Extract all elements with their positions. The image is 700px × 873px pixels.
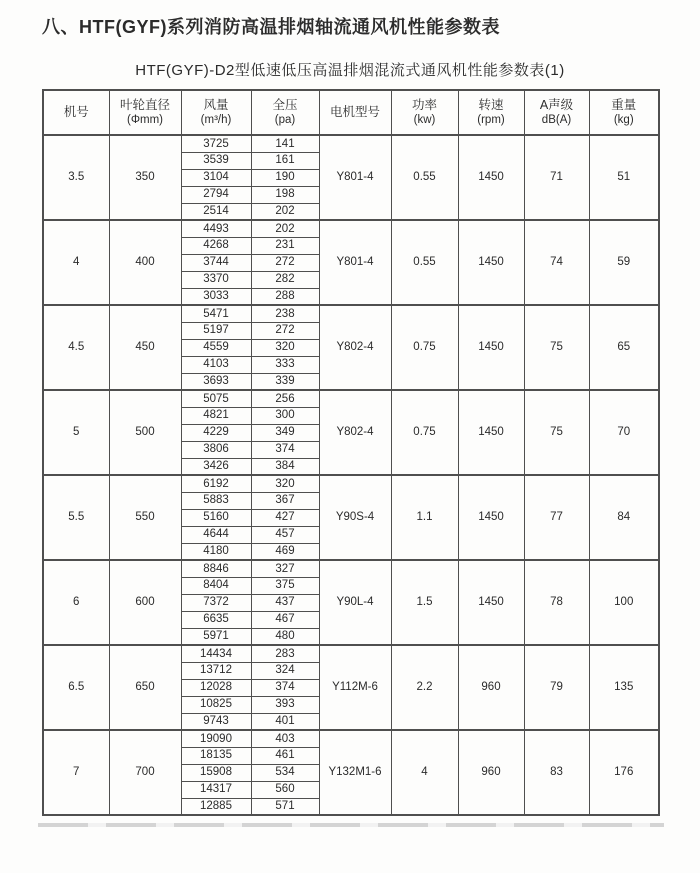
- pressure-cell: 231: [251, 237, 319, 254]
- speed-cell: 960: [458, 645, 524, 730]
- pressure-cell: 300: [251, 407, 319, 424]
- motor-cell: Y801-4: [319, 135, 391, 220]
- flow-cell: 4821: [181, 407, 251, 424]
- column-header-unit: (kg): [613, 114, 634, 127]
- noise-cell: 83: [524, 730, 589, 815]
- noise-cell: 75: [524, 390, 589, 475]
- column-header-unit: (kw): [413, 114, 436, 127]
- weight-cell: 51: [589, 135, 659, 220]
- diameter-cell: 700: [109, 730, 181, 815]
- flow-cell: 3539: [181, 152, 251, 169]
- diameter-cell: 400: [109, 220, 181, 305]
- motor-cell: Y112M-6: [319, 645, 391, 730]
- pressure-cell: 141: [251, 135, 319, 152]
- header-row: [43, 90, 659, 135]
- model-cell: 7: [43, 730, 109, 815]
- column-header-unit: (Φmm): [127, 114, 163, 127]
- pressure-cell: 374: [251, 441, 319, 458]
- column-header-unit: (pa): [274, 114, 296, 127]
- pressure-cell: 393: [251, 696, 319, 713]
- flow-cell: 4103: [181, 356, 251, 373]
- flow-cell: 14434: [181, 645, 251, 662]
- pressure-cell: 256: [251, 390, 319, 407]
- pressure-cell: 384: [251, 458, 319, 475]
- power-cell: 1.1: [391, 475, 458, 560]
- power-cell: 0.55: [391, 135, 458, 220]
- flow-cell: 10825: [181, 696, 251, 713]
- pressure-cell: 480: [251, 628, 319, 645]
- pressure-cell: 238: [251, 305, 319, 322]
- fan-spec-table: [42, 89, 660, 816]
- flow-cell: 6192: [181, 475, 251, 492]
- pressure-cell: 283: [251, 645, 319, 662]
- table-header: [43, 90, 659, 135]
- pressure-cell: 374: [251, 679, 319, 696]
- table-row: [43, 220, 659, 237]
- flow-cell: 3033: [181, 288, 251, 305]
- noise-cell: 71: [524, 135, 589, 220]
- model-cell: 4: [43, 220, 109, 305]
- noise-cell: 74: [524, 220, 589, 305]
- pressure-cell: 534: [251, 764, 319, 781]
- flow-cell: 5883: [181, 492, 251, 509]
- pressure-cell: 190: [251, 169, 319, 186]
- table-row: [43, 560, 659, 577]
- flow-cell: 3693: [181, 373, 251, 390]
- flow-cell: 18135: [181, 747, 251, 764]
- page-title: 八、HTF(GYF)系列消防高温排烟轴流通风机性能参数表: [42, 17, 500, 37]
- motor-cell: Y132M1-6: [319, 730, 391, 815]
- pressure-cell: 272: [251, 322, 319, 339]
- pressure-cell: 161: [251, 152, 319, 169]
- weight-cell: 135: [589, 645, 659, 730]
- pressure-cell: 367: [251, 492, 319, 509]
- pressure-cell: 461: [251, 747, 319, 764]
- flow-cell: 3725: [181, 135, 251, 152]
- flow-cell: 4229: [181, 424, 251, 441]
- pressure-cell: 401: [251, 713, 319, 730]
- power-cell: 4: [391, 730, 458, 815]
- column-header: [458, 90, 524, 135]
- column-header: [319, 90, 391, 135]
- noise-cell: 78: [524, 560, 589, 645]
- pressure-cell: 467: [251, 611, 319, 628]
- table-row: [43, 730, 659, 747]
- power-cell: 1.5: [391, 560, 458, 645]
- diameter-cell: 550: [109, 475, 181, 560]
- pressure-cell: 469: [251, 543, 319, 560]
- column-header-unit: dB(A): [541, 114, 572, 127]
- column-header: [109, 90, 181, 135]
- speed-cell: 1450: [458, 305, 524, 390]
- pressure-cell: 437: [251, 594, 319, 611]
- flow-cell: 7372: [181, 594, 251, 611]
- noise-cell: 77: [524, 475, 589, 560]
- power-cell: 0.55: [391, 220, 458, 305]
- flow-cell: 13712: [181, 662, 251, 679]
- model-cell: 3.5: [43, 135, 109, 220]
- flow-cell: 3104: [181, 169, 251, 186]
- flow-cell: 5471: [181, 305, 251, 322]
- flow-cell: 8404: [181, 577, 251, 594]
- pressure-cell: 427: [251, 509, 319, 526]
- weight-cell: 65: [589, 305, 659, 390]
- column-header-unit: (m³/h): [200, 114, 232, 127]
- pressure-cell: 198: [251, 186, 319, 203]
- model-cell: 6: [43, 560, 109, 645]
- diameter-cell: 500: [109, 390, 181, 475]
- column-header: [181, 90, 251, 135]
- column-header: [43, 90, 109, 135]
- flow-cell: 5160: [181, 509, 251, 526]
- column-header-label: 重量: [611, 97, 637, 112]
- column-header-label: 全压: [272, 97, 298, 112]
- flow-cell: 8846: [181, 560, 251, 577]
- weight-cell: 100: [589, 560, 659, 645]
- motor-cell: Y90S-4: [319, 475, 391, 560]
- flow-cell: 4268: [181, 237, 251, 254]
- speed-cell: 1450: [458, 560, 524, 645]
- flow-cell: 4180: [181, 543, 251, 560]
- speed-cell: 1450: [458, 220, 524, 305]
- pressure-cell: 560: [251, 781, 319, 798]
- flow-cell: 6635: [181, 611, 251, 628]
- pressure-cell: 375: [251, 577, 319, 594]
- flow-cell: 5075: [181, 390, 251, 407]
- pressure-cell: 320: [251, 339, 319, 356]
- diameter-cell: 350: [109, 135, 181, 220]
- flow-cell: 3426: [181, 458, 251, 475]
- pressure-cell: 457: [251, 526, 319, 543]
- pressure-cell: 324: [251, 662, 319, 679]
- flow-cell: 4493: [181, 220, 251, 237]
- power-cell: 0.75: [391, 390, 458, 475]
- table-row: [43, 475, 659, 492]
- speed-cell: 1450: [458, 475, 524, 560]
- flow-cell: 12885: [181, 798, 251, 815]
- flow-cell: 14317: [181, 781, 251, 798]
- table-body: [43, 135, 659, 815]
- column-header-label: 叶轮直径: [119, 97, 170, 112]
- column-header-label: 转速: [478, 97, 504, 112]
- pressure-cell: 349: [251, 424, 319, 441]
- model-cell: 4.5: [43, 305, 109, 390]
- diameter-cell: 650: [109, 645, 181, 730]
- flow-cell: 15908: [181, 764, 251, 781]
- column-header: [251, 90, 319, 135]
- model-cell: 6.5: [43, 645, 109, 730]
- column-header: [391, 90, 458, 135]
- flow-cell: 2794: [181, 186, 251, 203]
- weight-cell: 70: [589, 390, 659, 475]
- column-header: [589, 90, 659, 135]
- power-cell: 0.75: [391, 305, 458, 390]
- column-header-label: 机号: [63, 104, 89, 119]
- diameter-cell: 600: [109, 560, 181, 645]
- noise-cell: 75: [524, 305, 589, 390]
- flow-cell: 4644: [181, 526, 251, 543]
- flow-cell: 5197: [181, 322, 251, 339]
- column-header-label: 电机型号: [329, 104, 380, 119]
- weight-cell: 59: [589, 220, 659, 305]
- pressure-cell: 202: [251, 203, 319, 220]
- model-cell: 5: [43, 390, 109, 475]
- flow-cell: 3744: [181, 254, 251, 271]
- diameter-cell: 450: [109, 305, 181, 390]
- table-row: [43, 135, 659, 152]
- weight-cell: 176: [589, 730, 659, 815]
- column-header-label: 风量: [203, 97, 229, 112]
- speed-cell: 1450: [458, 135, 524, 220]
- pressure-cell: 333: [251, 356, 319, 373]
- pressure-cell: 282: [251, 271, 319, 288]
- pressure-cell: 202: [251, 220, 319, 237]
- pressure-cell: 288: [251, 288, 319, 305]
- flow-cell: 3806: [181, 441, 251, 458]
- pressure-cell: 272: [251, 254, 319, 271]
- column-header-label: A声级: [539, 97, 574, 112]
- table-row: [43, 305, 659, 322]
- flow-cell: 3370: [181, 271, 251, 288]
- column-header: [524, 90, 589, 135]
- motor-cell: Y801-4: [319, 220, 391, 305]
- weight-cell: 84: [589, 475, 659, 560]
- motor-cell: Y802-4: [319, 390, 391, 475]
- flow-cell: 12028: [181, 679, 251, 696]
- flow-cell: 5971: [181, 628, 251, 645]
- pressure-cell: 339: [251, 373, 319, 390]
- flow-cell: 4559: [181, 339, 251, 356]
- flow-cell: 2514: [181, 203, 251, 220]
- table-row: [43, 390, 659, 407]
- flow-cell: 9743: [181, 713, 251, 730]
- next-table-edge: [38, 823, 664, 827]
- pressure-cell: 320: [251, 475, 319, 492]
- motor-cell: Y802-4: [319, 305, 391, 390]
- column-header-label: 功率: [411, 97, 437, 112]
- noise-cell: 79: [524, 645, 589, 730]
- motor-cell: Y90L-4: [319, 560, 391, 645]
- model-cell: 5.5: [43, 475, 109, 560]
- column-header-unit: (rpm): [477, 114, 505, 127]
- speed-cell: 1450: [458, 390, 524, 475]
- pressure-cell: 403: [251, 730, 319, 747]
- flow-cell: 19090: [181, 730, 251, 747]
- table-caption: HTF(GYF)-D2型低速低压高温排烟混流式通风机性能参数表(1): [135, 62, 565, 79]
- pressure-cell: 571: [251, 798, 319, 815]
- table-row: [43, 645, 659, 662]
- speed-cell: 960: [458, 730, 524, 815]
- power-cell: 2.2: [391, 645, 458, 730]
- pressure-cell: 327: [251, 560, 319, 577]
